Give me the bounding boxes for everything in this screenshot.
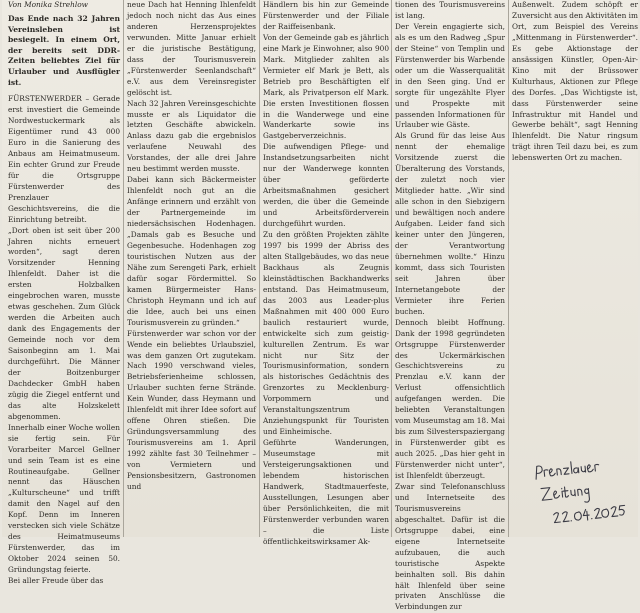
paragraph: tionen des Tourismusvereins ist lang. (395, 0, 505, 20)
paragraph: Die aufwendigen Pflege- und Instandsetzungsarbeiten nicht nur der Wanderwege konnten über geförderte Arbeitsmaßnahmen gesichert werden, die über die Gemeinde und Arbeitsförderverein durchgeführt wurden. (263, 142, 389, 229)
newspaper-clipping (2, 0, 638, 612)
column-divider (391, 0, 392, 537)
article-column-3 (263, 0, 389, 546)
paragraph: Außenwelt. Zudem schöpft er Zuversicht aus den Aktivitäten im Ort, zum Beispiel des Vereins „Mittenmang in Fürstenwerder“. Es gebe Aktionstage der ansässigen Künstler, Open-Air-Kino mit der Brüssower Kulturhaus, Aktionen zur Pflege des Dorfes. „Das Wichtigste ist, dass Fürstenwerder seine Infrastruktur mit Handel und Gewerbe behält“, sagt Henning Ihlenfeldt. Die Natur ringsum trägt ihren Teil dazu bei, es zum lebenswerten Ort zu machen. (512, 0, 638, 163)
paragraph: Als Grund für das leise Aus nennt der ehemalige Vorsitzende zuerst die Überalterung des Vorstands, der zuletzt noch vier Mitglieder hatte. „Wir sind alle schon in den Siebzigern und bewältigen noch andere Aufgaben. Leider fand sich keiner unter den Jüngeren, der Verantwortung übernehmen wollte.“ Hinzu kommt, dass sich Touristen seit Jahren über Internetangebote der Vermieter ihre Ferien buchen. (395, 131, 505, 316)
article-column-4 (395, 0, 505, 612)
paragraph: „Dort oben ist seit über 200 Jahren nichts erneuert worden“, sagt deren Vorsitzender Henning Ihlenfeldt. Daher ist die ersten Holzbalken eingebrochen waren, musste etwas geschehen. Zum Glück werden die Arbeiten auch dank des Engagements der Gemeinde noch vor dem Saisonbeginn am 1. Mai durchgeführt. Die Männer der Boitzenburger Dachdecker GmbH haben zügig die Ziegel entfernt und das alte Holzskelett abgenommen. (8, 225, 120, 421)
paragraph: FÜRSTENWERDER – Gerade erst investiert die Gemeinde Nordwestuckermark als Eigentümer rund 43 000 Euro in die Sanierung des Anbaus am Heimatmuseum. Ein echter Grund zur Freude für die Ortsgruppe Fürstenwerder des Prenzlauer Geschichtsvereins, die die Einrichtung betreibt. (8, 94, 120, 224)
paragraph: Zu den größten Projekten zählte 1997 bis 1999 der Abriss des alten Stallgebäudes, wo das neue Backhaus als Zeugnis kleinstädtischen Backhandwerks entstand. Das Heimatmuseum, das 2003 aus Leader-plus Maßnahmen mit 400 000 Euro baulich restauriert wurde, entwickelte sich zum geistig-kulturellen Zentrum. Es war nicht nur Sitz der Tourismusinformation, sondern als historisches Gedächtnis des Grenzortes zu Mecklenburg-Vorpommern und Veranstaltungszentrum Anziehungspunkt für Touristen und Einheimische. (263, 230, 389, 437)
paragraph: Geführte Wanderungen, Museumstage mit Versteigerungsaktionen und lebendem historischen Handwerk, Stadtmauerfeste, Ausstellungen, Lesungen aber über Persönlichkeiten, die mit Fürstenwerder verbunden waren – die Liste öffentlichkeitswirksamer Ak- (263, 438, 389, 546)
paragraph: Von der Gemeinde gab es jährlich eine Mark je Einwohner, also 900 Mark. Mitglieder zahlten als Vermieter elf Mark je Bett, als Betrieb pro Beschäftigten elf Mark, als Privatperson elf Mark. Die ersten Investitionen flossen in die Wanderwege und eine Wanderkarte sowie ins Gastgeberverzeichnis. (263, 32, 389, 141)
paragraph: Nach 32 Jahren Vereinsgeschichte musste er als Liquidator die letzten Geschäfte abwickeln. Anlass dazu gab die ergebnislos verlaufene Neuwahl des Vorstandes, der alle drei Jahre neu bestimmt werden musste. (127, 98, 256, 174)
article-column-2 (127, 0, 256, 537)
paragraph: Fürstenwerder war schon vor der Wende ein beliebtes Urlaubsziel, was dem ganzen Ort zugutekam. Nach 1990 verschwand vieles, Betriebsferienheime schlossen, Urlauber suchten ferne Strände. Kein Wunder, dass Heymann und Ihlenfeldt mit ihrer Idee sofort auf offene Ohren stießen. Die Gründungsversammlung des Tourismusvereins am 1. April 1992 zählte fast 30 Teilnehmer – von Vermietern und Pensionsbesitzern, Gastronomen und (127, 328, 256, 491)
column-divider (508, 0, 509, 537)
article-lead: Das Ende nach 32 Jahren Vereinsleben ist besiegelt. In einem Ort, der bereits seit DDR-Zeiten beliebtes Ziel für Urlauber und Ausflügler ist. (8, 13, 120, 87)
author-byline: Von Monika Strehlow (8, 0, 88, 9)
paragraph: Zwar sind Telefonanschluss und Internetseite des Tourismusvereins abgeschaltet. Dafür ist die Ortsgruppe dabei, eine eigene Internetseite aufzubauen, die auch touristische Aspekte beinhalten soll. Bis dahin hält Ihlenfeld über seine privaten Anschlüsse die Verbindungen zur (395, 481, 505, 612)
paragraph: Der Verein engagierte sich, als es um den Radweg „Spur der Steine“ von Templin und Fürstenwerder bis Warbende oder um die Wasserqualität in den Seen ging. Und er sorgte für ungezählte Flyer und Prospekte mit passenden Informationen für Urlauber wie Gäste. (395, 21, 505, 130)
column-divider (123, 0, 124, 537)
paragraph: Dennoch bleibt Hoffnung. Dank der 1998 gegründeten Ortsgruppe Fürstenwerder des Uckermärkischen Geschichtsvereins zu Prenzlau e.V. kann der Verlust offensichtlich aufgefangen werden. Die beliebten Veranstaltungen vom Museumstag am 18. Mai bis zum Silvesterspaziergang in Fürstenwerder gibt es auch 2025. „Das hier geht in Fürstenwerder nicht unter“, ist Ihlenfeldt überzeugt. (395, 317, 505, 480)
column-divider (259, 0, 260, 537)
article-column-1 (8, 0, 120, 586)
handwritten-source-note (531, 453, 636, 535)
paragraph: Bei aller Freude über das (8, 576, 104, 586)
paragraph: Dabei kann sich Bäckermeister Ihlenfeldt noch gut an die Anfänge erinnern und erzählt von der Partnergemeinde im niedersächsischen Hodenhagen. „Damals gab es Besuche und Gegenbesuche. Hodenhagen zog touristischen Nutzen aus der Nähe zum Serengeti Park, erhielt dafür sogar Fördermittel. So kamen Bürgermeister Hans-Christoph Heymann und ich auf die Idee, auch bei uns einen Tourismusverein zu gründen.“ (127, 175, 256, 327)
paragraph: Innerhalb einer Woche wollen sie fertig sein. Für Vorarbeiter Marcel Gellner und sein Team ist es eine Routineaufgabe. Gellner nennt das Häuschen „Kulturscheune“ und trifft damit den Nagel auf den Kopf. Denn im Inneren verstecken sich viele Schätze des Heimatmuseums Fürstenwerder, das im Oktober 2024 seinen 50. Gründungstag feierte. (8, 422, 120, 575)
paragraph: neue Dach hat Henning Ihlenfeldt jedoch noch nicht das Aus eines anderen Herzensprojektes verwunden. Mitte Januar erhielt er die juristische Bestätigung, dass der Tourismusverein „Fürstenwerder Seenlandschaft“ e.V. aus dem Vereinsregister gelöscht ist. (127, 0, 256, 97)
paragraph: Händlern bis hin zur Gemeinde Fürstenwerder und der Filiale der Raiffeisenbank. (263, 0, 389, 31)
handwritten-note-graphic (531, 453, 636, 535)
